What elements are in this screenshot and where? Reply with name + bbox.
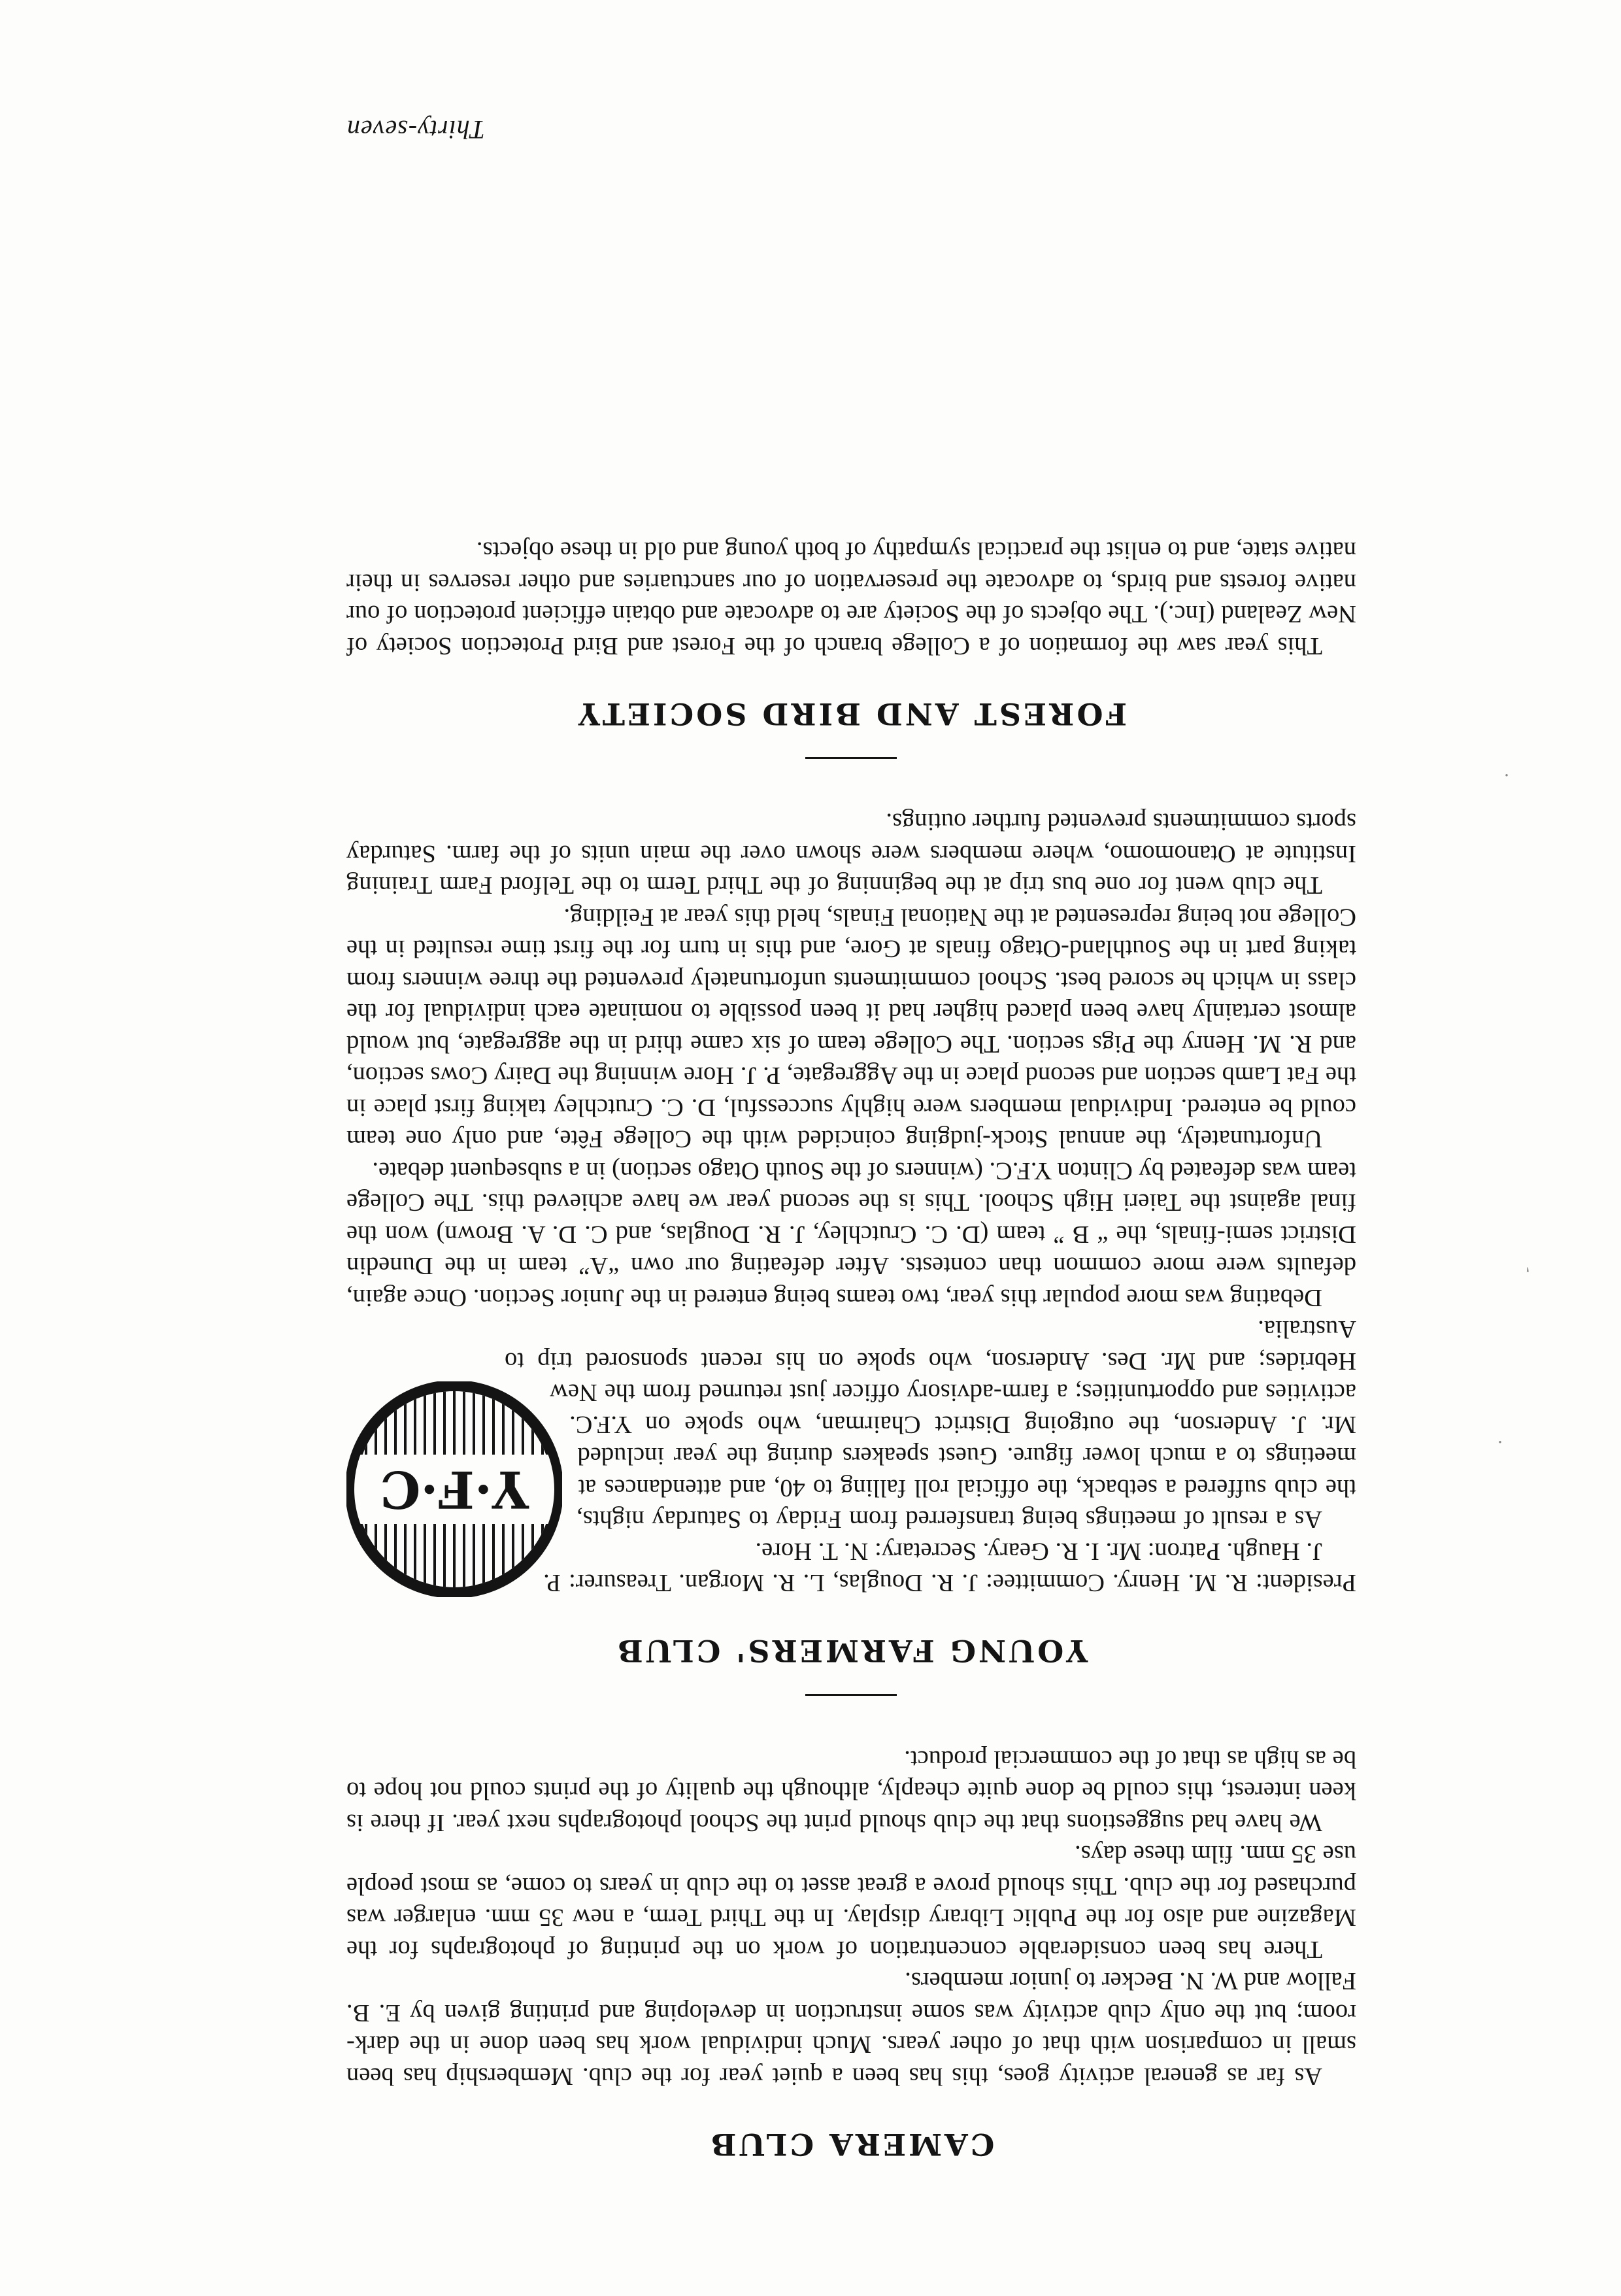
camera-club-paragraph: We have had suggestions that the club should print the School photographs next year. If there is keen interest, this could be done quite cheaply, although the quality of the prints could not hope to be as high as that of the commercial product.	[346, 1746, 1356, 1836]
section-divider	[806, 757, 897, 759]
forest-bird-section	[346, 535, 1356, 730]
scan-speck: ·	[1503, 764, 1510, 786]
young-farmers-heading: YOUNG FARMERS' CLUB	[614, 1633, 1088, 1669]
yfc-paragraph: Unfortunately, the annual Stock-judging coincided with the College Fête, and only one team could be entered. Individual members were highly successful, D. C. Crutchley taking first place in the Fat Lamb section and second place in the Aggregate, P. J. Hore winning the Dairy Cows section, and R. M. Henry the Pigs section. The College team of six came third in the aggregate, but would almost certainly have been placed higher had it been possible to nominate each individual for the class in which he scored best. School commitments unfortunately prevented the three winners from taking part in the Southland-Otago finals at Gore, and this in turn for the first time resulted in the College not being represented at the National Finals, held this year at Feilding.	[346, 903, 1356, 1153]
yfc-badge-text: Y·F·C	[380, 1459, 529, 1519]
camera-club-paragraph: There has been considerable concentration of work on the printing of photographs for the Magazine and also for the Public Library display. In the Third Term, a new 35 mm. enlarger was purchased for the club. This should prove a great asset to the club in years to come, as most people use 35 mm. film these days.	[346, 1840, 1356, 1963]
scan-speck: ·	[1497, 1431, 1503, 1453]
yfc-paragraph: The club went for one bus trip at the beginning of the Third Term to the Telford Farm Training Institute at Otanomomo, where members were shown over the main units of the farm. Saturday sports commitments prevented further outings.	[346, 808, 1356, 900]
forest-bird-heading: FOREST AND BIRD SOCIETY	[575, 696, 1128, 732]
yfc-paragraph: Debating was more popular this year, two teams being entered in the Junior Section. Once again, defaults were more common than contests. After defeating our own “A” team in the Dunedin District semi-finals, the “ B ” team (D. C. Crutchley, J. R. Douglas, and C. D. A. Brown) won the final against the Taieri High School. This is the second year we have achieved this. The College team was defeated by Clinton Y.F.C. (winners of the South Otago section) in a subsequent debate.	[346, 1157, 1356, 1311]
camera-club-paragraph: As far as general activity goes, this has been a quiet year for the club. Membership has been small in comparison with that of other years. Much individual work has been done in the dark-room; but the only club activity was some instruction in developing and printing given by E. B. Fallow and W. N. Becker to junior members.	[346, 1967, 1356, 2090]
camera-club-section	[346, 1744, 1356, 2161]
yfc-badge-icon	[346, 1382, 562, 1598]
camera-club-heading: CAMERA CLUB	[708, 2127, 995, 2162]
yfc-paragraph: As a result of meetings being transferred from Friday to Saturday nights, the club suffered a setback, the official roll falling to 40, and attendances at meetings to a much lower figure. Guest speakers during the year included Mr. J. Anderson, the outgoing District Chairman, who spoke on Y.F.C. activities and opportunities; a farm-advisory officer just returned from the New Hebrides; and Mr. Des. Anderson, who spoke on his recent sponsored trip to Australia.	[505, 1315, 1356, 1534]
forest-bird-paragraph: This year saw the formation of a College branch of the Forest and Bird Protection Society of New Zealand (Inc.). The objects of the Society are to advocate and obtain efficient protection of our native forests and birds, to advocate the preservation of our sanctuaries and other reserves in their native state, and to enlist the practical sympathy of both young and old in these objects.	[346, 537, 1356, 660]
young-farmers-section	[346, 806, 1356, 1667]
text-column	[346, 535, 1356, 2178]
scan-speck: '	[1526, 1255, 1529, 1276]
page-number: Thirty-seven	[346, 115, 485, 144]
section-divider	[806, 1695, 897, 1697]
yfc-officers: President: R. M. Henry. Committee: J. R. Douglas, L. R. Morgan. Treasurer: P. J. Haugh. Patron: Mr. I. R. Geary. Secretary: N. T. Hore.	[543, 1538, 1356, 1597]
